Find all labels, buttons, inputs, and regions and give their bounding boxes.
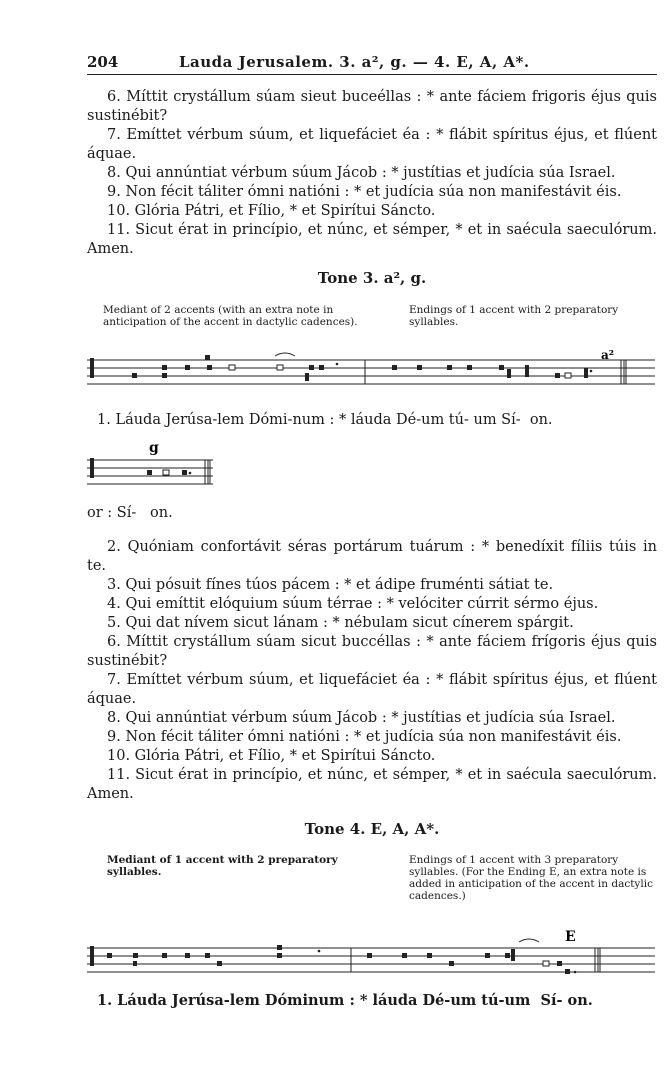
verse-10: 10. Glória Pátri, et Fílio, * et Spirítui Sáncto. <box>107 748 436 764</box>
verse-7: 7. Emíttet vérbum súum, et liquefáciet éa : * flábit spíritus éjus, et flúent áquae. <box>87 672 657 707</box>
verse-11: 11. Sicut érat in princípio, et núnc, et sémper, * et in saécula saeculórum. Amen. <box>87 222 657 257</box>
page-title: Lauda Jerusalem. 3. a², g. — 4. E, A, A*. <box>179 53 530 71</box>
verse-3: 3. Qui pósuit fínes túos pácem : * et ádipe fruménti sátiat te. <box>107 577 554 593</box>
tone3-ending-label-a2: a² <box>601 350 615 362</box>
tone4-staff <box>87 922 657 978</box>
tone3-lyric-2: or : Sí- on. <box>87 505 173 521</box>
verse-2: 2. Quóniam confortávit séras portárum tuárum : * benedíxit fíliis túis in te. <box>87 539 657 574</box>
verses-top <box>87 88 657 259</box>
book-page <box>87 0 657 1078</box>
verse-8: 8. Qui annúntiat vérbum súum Jácob : * justítias et judícia súa Israel. <box>107 165 616 181</box>
tone4-endings-note: Endings of 1 accent with 3 preparatory syllables. (For the Ending E, an extra note is added in anticipation of the accent in dactylic cadences.) <box>409 854 653 902</box>
tone3-mediant-note: Mediant of 2 accents (with an extra note in anticipation of the accent in dactylic cadences). <box>103 304 358 328</box>
verse-7: 7. Emíttet vérbum súum, et liquefáciet éa : * flábit spíritus éjus, et flúent áquae. <box>87 127 657 162</box>
tone4-ending-label-e: E <box>565 929 576 945</box>
tone3-endings-note: Endings of 1 accent with 2 preparatory syllables. <box>409 304 619 328</box>
running-header <box>87 50 657 75</box>
page-number: 204 <box>87 53 119 71</box>
tone4-lyric: 1. Láuda Jerúsa-lem Dóminum : * láuda Dé-um tú-um Sí- on. <box>97 992 593 1009</box>
tone3-lyric-1: 1. Láuda Jerúsa-lem Dómi-num : * láuda Dé-um tú- um Sí- on. <box>97 412 553 428</box>
tone3-ending-g-staff <box>87 436 215 494</box>
verse-9: 9. Non fécit táliter ómni natióni : * et judícia súa non manifestávit éis. <box>107 184 622 200</box>
verse-6: 6. Míttit crystállum súam sicut buccéllas : * ante fáciem frígoris éjus quis sustinébit? <box>87 634 657 669</box>
tone4-mediant-note: Mediant of 1 accent with 2 preparatory syllables. <box>107 854 338 878</box>
verse-9: 9. Non fécit táliter ómni natióni : * et judícia súa non manifestávit éis. <box>107 729 622 745</box>
verse-4: 4. Qui emíttit elóquium súum térrae : * velóciter cúrrit sérmo éjus. <box>107 596 599 612</box>
verse-6: 6. Míttit crystállum súam sieut buceéllas : * ante fáciem frigoris éjus quis sustinébit? <box>87 89 657 124</box>
tone3-staff <box>87 350 657 392</box>
verse-5: 5. Qui dat nívem sicut lánam : * nébulam sicut cínerem spárgit. <box>107 615 574 631</box>
verses-bottom <box>87 538 657 804</box>
tone3-ending-label-g: g <box>149 440 159 456</box>
tone4-title: Tone 4. E, A, A*. <box>304 820 440 838</box>
verse-11: 11. Sicut érat in princípio, et núnc, et sémper, * et in saécula saeculórum. Amen. <box>87 767 657 802</box>
verse-10: 10. Glória Pátri, et Fílio, * et Spirítui Sáncto. <box>107 203 436 219</box>
tone3-title: Tone 3. a², g. <box>317 269 427 287</box>
verse-8: 8. Qui annúntiat vérbum súum Jácob : * justítias et judícia súa Israel. <box>107 710 616 726</box>
